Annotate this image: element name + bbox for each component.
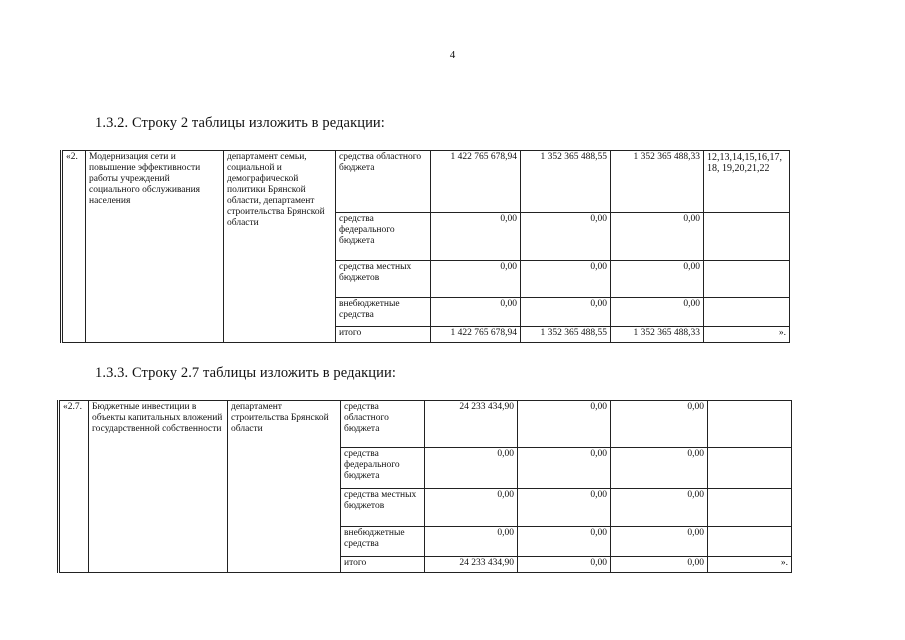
row-number-cell: «2. — [62, 151, 86, 343]
value-cell-year-3: 0,00 — [611, 489, 708, 527]
value-cell-year-3: 1 352 365 488,33 — [611, 151, 704, 213]
funding-source-cell: средства областного бюджета — [341, 401, 425, 448]
funding-source-cell: средства местных бюджетов — [336, 261, 431, 298]
value-cell-year-1: 0,00 — [425, 527, 518, 557]
value-cell-year-3: 0,00 — [611, 527, 708, 557]
section-heading-1-3-2: 1.3.2. Строку 2 таблицы изложить в редакции: — [95, 115, 385, 131]
indicator-codes-cell — [708, 401, 792, 448]
value-cell-year-1: 1 422 765 678,94 — [431, 151, 521, 213]
value-cell-year-2: 0,00 — [518, 489, 611, 527]
executor-cell: департамент семьи, социальной и демографической политики Брянской области, департамент строительства Брянской области — [224, 151, 336, 343]
value-cell-year-1: 24 233 434,90 — [425, 401, 518, 448]
table-row — [62, 151, 790, 213]
table-row-2 — [60, 150, 790, 343]
value-cell-year-2: 1 352 365 488,55 — [521, 151, 611, 213]
value-cell-year-3: 0,00 — [611, 213, 704, 261]
table-row — [59, 401, 792, 448]
value-cell-year-3: 0,00 — [611, 261, 704, 298]
value-cell-year-2: 0,00 — [518, 527, 611, 557]
funding-source-cell: средства областного бюджета — [336, 151, 431, 213]
empty-cell — [704, 213, 790, 261]
value-cell-year-3: 1 352 365 488,33 — [611, 327, 704, 343]
value-cell-year-3: 0,00 — [611, 557, 708, 573]
value-cell-year-3: 0,00 — [611, 401, 708, 448]
value-cell-year-2: 0,00 — [521, 213, 611, 261]
executor-cell: департамент строительства Брянской области — [228, 401, 341, 573]
measure-name-cell: Бюджетные инвестиции в объекты капитальных вложений государственной собственности — [89, 401, 228, 573]
value-cell-year-1: 0,00 — [425, 489, 518, 527]
closing-quote-cell: ». — [704, 327, 790, 343]
value-cell-year-2: 0,00 — [518, 448, 611, 489]
empty-cell — [704, 261, 790, 298]
funding-source-cell: средства федерального бюджета — [336, 213, 431, 261]
table-row-2-7 — [57, 400, 792, 573]
value-cell-year-1: 1 422 765 678,94 — [431, 327, 521, 343]
value-cell-year-2: 0,00 — [518, 401, 611, 448]
value-cell-year-2: 1 352 365 488,55 — [521, 327, 611, 343]
empty-cell — [708, 527, 792, 557]
measure-name-cell: Модернизация сети и повышение эффективности работы учреждений социального обслуживания населения — [86, 151, 224, 343]
funding-source-cell: средства местных бюджетов — [341, 489, 425, 527]
value-cell-year-3: 0,00 — [611, 298, 704, 327]
value-cell-year-2: 0,00 — [521, 261, 611, 298]
empty-cell — [704, 298, 790, 327]
value-cell-year-1: 0,00 — [431, 261, 521, 298]
row-number-cell: «2.7. — [59, 401, 89, 573]
funding-source-cell: средства федерального бюджета — [341, 448, 425, 489]
funding-source-cell: внебюджетные средства — [336, 298, 431, 327]
funding-source-cell: внебюджетные средства — [341, 527, 425, 557]
funding-source-cell: итого — [341, 557, 425, 573]
empty-cell — [708, 489, 792, 527]
value-cell-year-1: 0,00 — [431, 298, 521, 327]
page-number: 4 — [449, 49, 456, 61]
value-cell-year-3: 0,00 — [611, 448, 708, 489]
value-cell-year-1: 0,00 — [431, 213, 521, 261]
indicator-codes-cell: 12,13,14,15,16,17, 18, 19,20,21,22 — [704, 151, 790, 213]
value-cell-year-2: 0,00 — [521, 298, 611, 327]
funding-source-cell: итого — [336, 327, 431, 343]
value-cell-year-2: 0,00 — [518, 557, 611, 573]
value-cell-year-1: 24 233 434,90 — [425, 557, 518, 573]
section-heading-1-3-3: 1.3.3. Строку 2.7 таблицы изложить в редакции: — [95, 365, 396, 381]
value-cell-year-1: 0,00 — [425, 448, 518, 489]
empty-cell — [708, 448, 792, 489]
closing-quote-cell: ». — [708, 557, 792, 573]
